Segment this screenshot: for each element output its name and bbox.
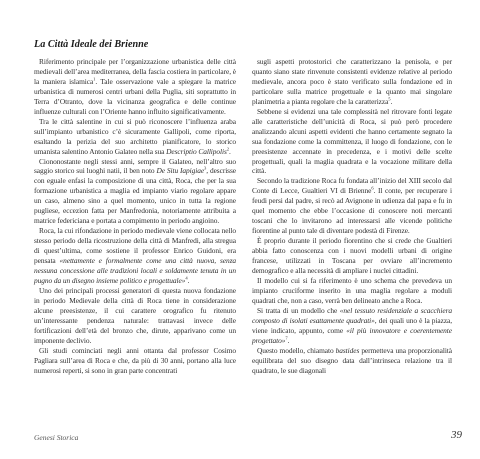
- text-run: , dei quali uno è la piazza, viene indicato, appunto, come: [252, 315, 453, 335]
- text-run: Questo modello, chiamato: [257, 345, 336, 355]
- text-run: .: [229, 146, 231, 156]
- left-text-column: [34, 57, 236, 376]
- text-run: bastides: [335, 345, 360, 355]
- text-run: Descriptio Callipolis: [166, 146, 227, 156]
- text-run: Il modello cui si fa riferimento è uno schema che prevedeva un impianto cruciforme inserito in una maglia regolare a moduli quadrati che, non a caso, verrà ben delineato anche a Roca.: [252, 275, 452, 305]
- text-run: De Situ Iapigiae: [156, 166, 205, 176]
- paragraph: [34, 157, 236, 227]
- page-number: 39: [451, 429, 462, 441]
- footnote-marker: 7: [285, 335, 288, 341]
- right-text-column: [252, 57, 452, 376]
- text-run: . Tale osservazione vale a spiegare la matrice urbanistica di numerosi centri urbani della Puglia, siti soprattutto in Terra d’Otranto, dove la vicinanza geografica e delle continue influenze culturali con l’Oriente hanno influito significativamente.: [34, 76, 236, 116]
- text-run: Si tratta di un modello che: [257, 305, 340, 315]
- text-run: sugli aspetti protostorici che caratterizzano la penisola, e per quanto siano state rinvenute consistenti evidenze relative al periodo medievale, ancora poco è stato verificato sulla fondazione ed in particolare sulla matrice progettuale e la quanto mai singolare planimetria a pianta regolare che la caratterizza: [252, 57, 452, 106]
- publication-name: Genesi Storica: [34, 433, 79, 442]
- paragraph: [252, 57, 452, 107]
- paragraph: [252, 276, 452, 306]
- text-run: «nettamente e formalmente come una città nuova, senza nessuna concessione alle tradizioni locali e soldamente tenuta in un pugno da un disegno insieme politico e progettuale»: [34, 256, 236, 285]
- text-run: Secondo la tradizione Roca fu fondata all’inizio del XIII secolo dal Conte di Lecce, Gualtieri VI di Brienne: [252, 176, 452, 196]
- text-run: Tra le città salentine in cui si può riconoscere l’influenza araba sull’impianto urbanistico c’è sicuramente Gallipoli, come riporta, esaltando la perizia del suo architetto pianificatore, lo storico umanista salentino Antonio Galateo nella sua: [34, 116, 236, 156]
- text-run: .: [187, 275, 190, 285]
- text-run: Roca, la cui rifondazione in periodo medievale viene collocata nello stesso periodo della ricostruzione della città di Manfredi, alla stregua di quest’ultima, come sostiene il professor Enrico Guidoni, era pensata: [34, 226, 236, 266]
- text-run: Gli studi cominciati negli anni ottanta dal professor Cosimo Pagliara sull’area di Roca e che, da più di 30 anni, portano alla luce numerosi reperti, si sono in gran parte concentrati: [34, 345, 236, 375]
- paragraph: [34, 286, 236, 346]
- footnote-marker: 6: [371, 185, 374, 191]
- paragraph: [34, 346, 236, 376]
- text-run: Riferimento principale per l’organizzazione urbanistica delle città medievali dell’area mediterranea, della fascia costiera in particolare, è la maniera islamica: [34, 57, 236, 86]
- footnote-marker: 1: [93, 76, 96, 82]
- text-run: , descrisse con eguale enfasi la composizione di una città, Roca, che per la sua formazione urbanistica a maglia ed impianto viario regolare appare un caso, almeno sino a quel momento, unico in tutta la regione pugliese, eccezion fatta per Manfredonia, notoriamente attribuita a matrice federiciana e portata a compimento in periodo angioino.: [34, 166, 236, 226]
- footnote-marker: 3: [204, 166, 207, 172]
- paragraph: [252, 346, 452, 376]
- paragraph: [252, 107, 452, 177]
- paragraph: [34, 57, 236, 117]
- text-run: . Il conte, per recuperare i feudi persi dal padre, si recò ad Avignone in udienza dal papa e fu in quel momento che ebbe l’occasione di conoscere noti mercanti toscani che lo invitarono ad interessarsi alle vicende politiche fiorentine al punto tale di diventare podestà di Firenze.: [252, 186, 452, 236]
- footnote-marker: 4: [185, 275, 188, 281]
- text-run: «nel tessuto residenziale a scacchiera composto di isolati esattamente quadrati»: [252, 305, 452, 325]
- text-run: .: [287, 335, 290, 345]
- paragraph: [252, 176, 452, 236]
- paragraph: [252, 306, 452, 346]
- text-run: Ciononostante negli stessi anni, sempre il Galateo, nell’altro suo saggio storico sui luoghi natii, il ben noto: [34, 156, 236, 176]
- article-title: La Città Ideale dei Brienne: [34, 39, 149, 50]
- text-run: .: [390, 96, 393, 106]
- paragraph: [34, 226, 236, 286]
- text-run: permetteva una proporzionalità equilibrata del suo disegno data dall’intrinseca relazione tra il quadrato, le sue diagonali: [252, 345, 452, 375]
- text-run: «il più innovatore e coerentemente progettato»: [252, 325, 452, 345]
- text-run: È proprio durante il periodo fiorentino che si crede che Gualtieri abbia fatto conoscenza con i nuovi modelli urbani di origine francese, utilizzati in Toscana per ovviare all’incremento demografico e alla necessità di ampliare i nuclei cittadini.: [252, 236, 452, 276]
- text-run: Sebbene si evidenzi una tale complessità nel ritrovare fonti legate alle caratteristiche dell’unicità di Roca, si può però procedere analizzando alcuni aspetti evidenti che hanno certamente segnato la sua fondazione come la committenza, il luogo di fondazione, con le preesistenze accennate in precedenza, e i motivi delle scelte progettuali, quali la maglia quadrata e la vocazione militare della città.: [252, 106, 452, 176]
- paragraph: [34, 117, 236, 157]
- footnote-marker: 5: [388, 96, 391, 102]
- text-run: Uno dei principali processi generatori di questa nuova fondazione in periodo Medievale della città di Roca tiene in considerazione alcune preesistenze, il cui carattere orografico fu ritenuto un’interessante pendenza naturale: trattavasi invece delle fortificazioni dell’età del bronzo che, dirute, apparivano come un imponente declivio.: [34, 285, 236, 345]
- footnote-marker: 2: [226, 146, 230, 152]
- paragraph: [252, 236, 452, 276]
